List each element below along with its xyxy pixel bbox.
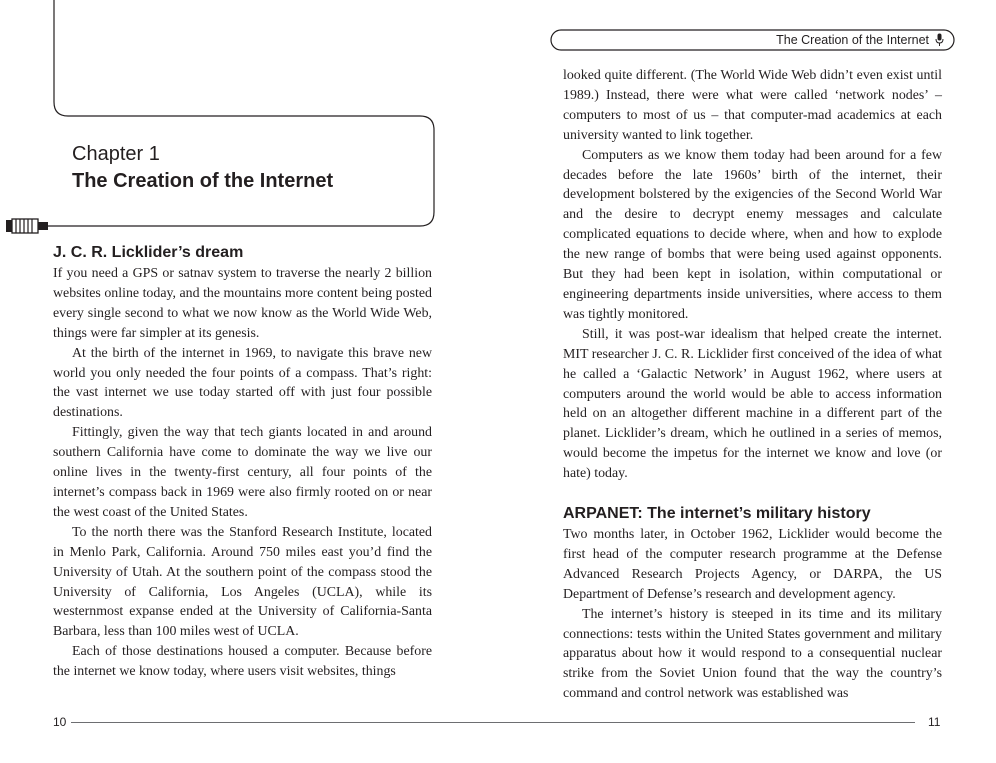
paragraph: Computers as we know them today had been around for a few decades before the late 1960s’ birth of the internet, their development bolstered by the exigencies of the Second World War and the desire to decrypt enemy messages and calculate complicated equations to decide where, when and how to explode the new range of bombs that were being used against opponents. But they had been kept in isolation, within computational or engineering departments inside universities, where access to them was tightly monitored. (563, 147, 942, 322)
paragraph: At the birth of the internet in 1969, to navigate this brave new world you only needed the four points of a compass. That’s right: the vast internet we use today started off with just four possible destinations. (53, 345, 432, 421)
section-heading-arpanet: ARPANET: The internet’s military history (563, 505, 871, 523)
paragraph: looked quite different. (The World Wide Web didn’t even exist until 1989.) Instead, there were what were called ‘network nodes’ – computers to most of us – that computer-mad academics at each university wanted to link together. (563, 68, 942, 143)
section-heading-licklider: J. C. R. Licklider’s dream (53, 244, 244, 261)
paragraph: To the north there was the Stanford Research Institute, located in Menlo Park, California. Around 750 miles east you’d find the University of Utah. At the southern point of the compass stood the University of California, Los Angeles (UCLA), while its westernmost expanse ended at the University of California-Santa Barbara, less than 100 miles west of UCLA. (53, 524, 432, 640)
paragraph: If you need a GPS or satnav system to traverse the nearly 2 billion websites online today, and the mountains more content being posted every single second to what we now know as the World Wide Web, things were far simpler at its genesis. (53, 266, 432, 341)
chapter-number: Chapter 1 (72, 143, 160, 165)
paragraph: Two months later, in October 1962, Licklider would become the first head of the computer research programme at the Defense Advanced Research Projects Agency, or DARPA, the US Department of Defense’s research and development agency. (563, 527, 942, 602)
running-header (551, 30, 951, 50)
right-page-body (563, 66, 942, 704)
running-header-title: The Creation of the Internet (776, 33, 929, 47)
footer-rule (71, 722, 915, 723)
paragraph: Still, it was post-war idealism that helped create the internet. MIT researcher J. C. R. Licklider first conceived of the idea of what he called a ‘Galactic Network’ in August 1962, where users at computers around the world would be able to access information held on an altogether different machine in a different part of the planet. Licklider’s dream, which he outlined in a series of memos, would become the impetus for the internet we know and love (or hate) today. (563, 326, 942, 482)
paragraph: Each of those destinations housed a computer. Because before the internet we know today, where users visit websites, things (53, 644, 432, 680)
cable-plug-icon (6, 219, 48, 233)
paragraph: Fittingly, given the way that tech giants located in and around southern California have come to dominate the way we live our online lives in the twenty-first century, all four points of the internet’s compass back in 1969 were also firmly rooted on or near the west coast of the United States. (53, 425, 432, 520)
chapter-heading (72, 141, 412, 195)
paragraph: The internet’s history is steeped in its time and its military connections: tests within the United States government and military apparatus about how it would respond to a consequential nuclear strike from the Soviet Union found that the way the country’s command and control network was established was (563, 606, 942, 702)
page-number-right: 11 (928, 715, 941, 729)
microphone-icon (935, 33, 944, 47)
page-number-left: 10 (53, 715, 67, 729)
chapter-title: The Creation of the Internet (72, 170, 334, 192)
left-page-body (53, 244, 432, 682)
